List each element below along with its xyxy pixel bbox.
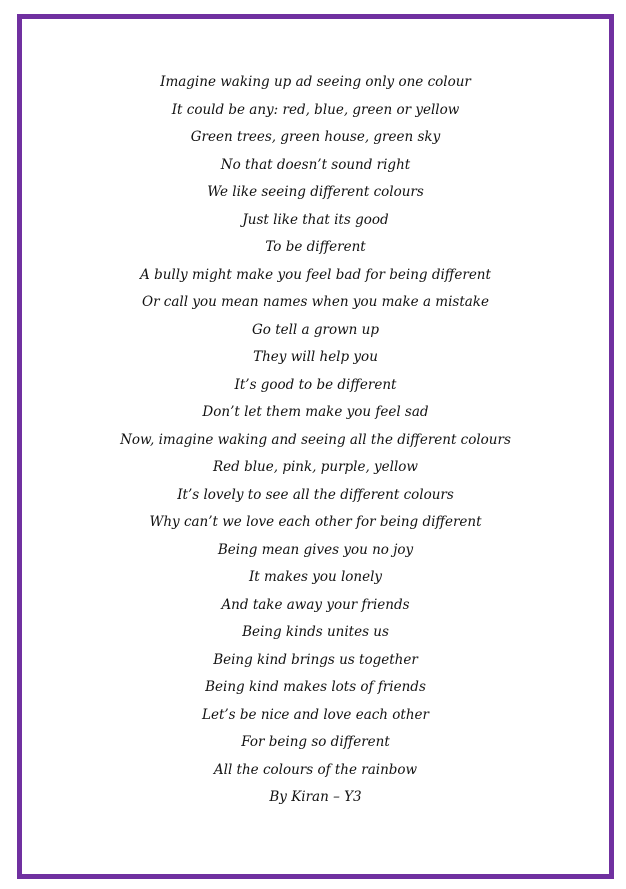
- poem-byline: By Kiran – Y3: [269, 789, 362, 805]
- poem-line: They will help you: [253, 349, 378, 365]
- page-border-frame: [17, 14, 614, 879]
- poem-text: [22, 69, 609, 812]
- poem-line: It could be any: red, blue, green or yellow: [171, 101, 460, 118]
- poem-line: All the colours of the rainbow: [213, 761, 418, 778]
- poem-line: Imagine waking up ad seeing only one colour: [160, 74, 471, 90]
- poem-line: It makes you lonely: [248, 569, 383, 585]
- poem-line: Don’t let them make you feel sad: [202, 404, 429, 420]
- poem-line: Being kinds unites us: [242, 624, 389, 640]
- poem-line: A bully might make you feel bad for being different: [140, 266, 491, 283]
- poem-line: Being mean gives you no joy: [217, 541, 414, 558]
- poem-line: Go tell a grown up: [252, 321, 379, 338]
- poem-line: No that doesn’t sound right: [220, 156, 411, 173]
- poem-line: It’s good to be different: [234, 376, 397, 393]
- poem-line: Why can’t we love each other for being different: [149, 514, 482, 530]
- poem-line: It’s lovely to see all the different colours: [177, 486, 454, 503]
- poem-line: Let’s be nice and love each other: [202, 706, 429, 723]
- poem-line: Now, imagine waking and seeing all the different colours: [120, 431, 511, 448]
- poem-line: Just like that its good: [242, 211, 389, 228]
- poem-line: For being so different: [241, 734, 390, 750]
- poem-line: Being kind brings us together: [213, 651, 418, 668]
- poem-line: Or call you mean names when you make a mistake: [142, 294, 489, 310]
- poem-line: We like seeing different colours: [207, 184, 424, 200]
- poem-line: Being kind makes lots of friends: [205, 679, 426, 695]
- poem-line: Red blue, pink, purple, yellow: [213, 459, 418, 475]
- poem-line: And take away your friends: [221, 596, 410, 613]
- poem-line: To be different: [265, 239, 366, 255]
- poem-line: Green trees, green house, green sky: [190, 129, 441, 145]
